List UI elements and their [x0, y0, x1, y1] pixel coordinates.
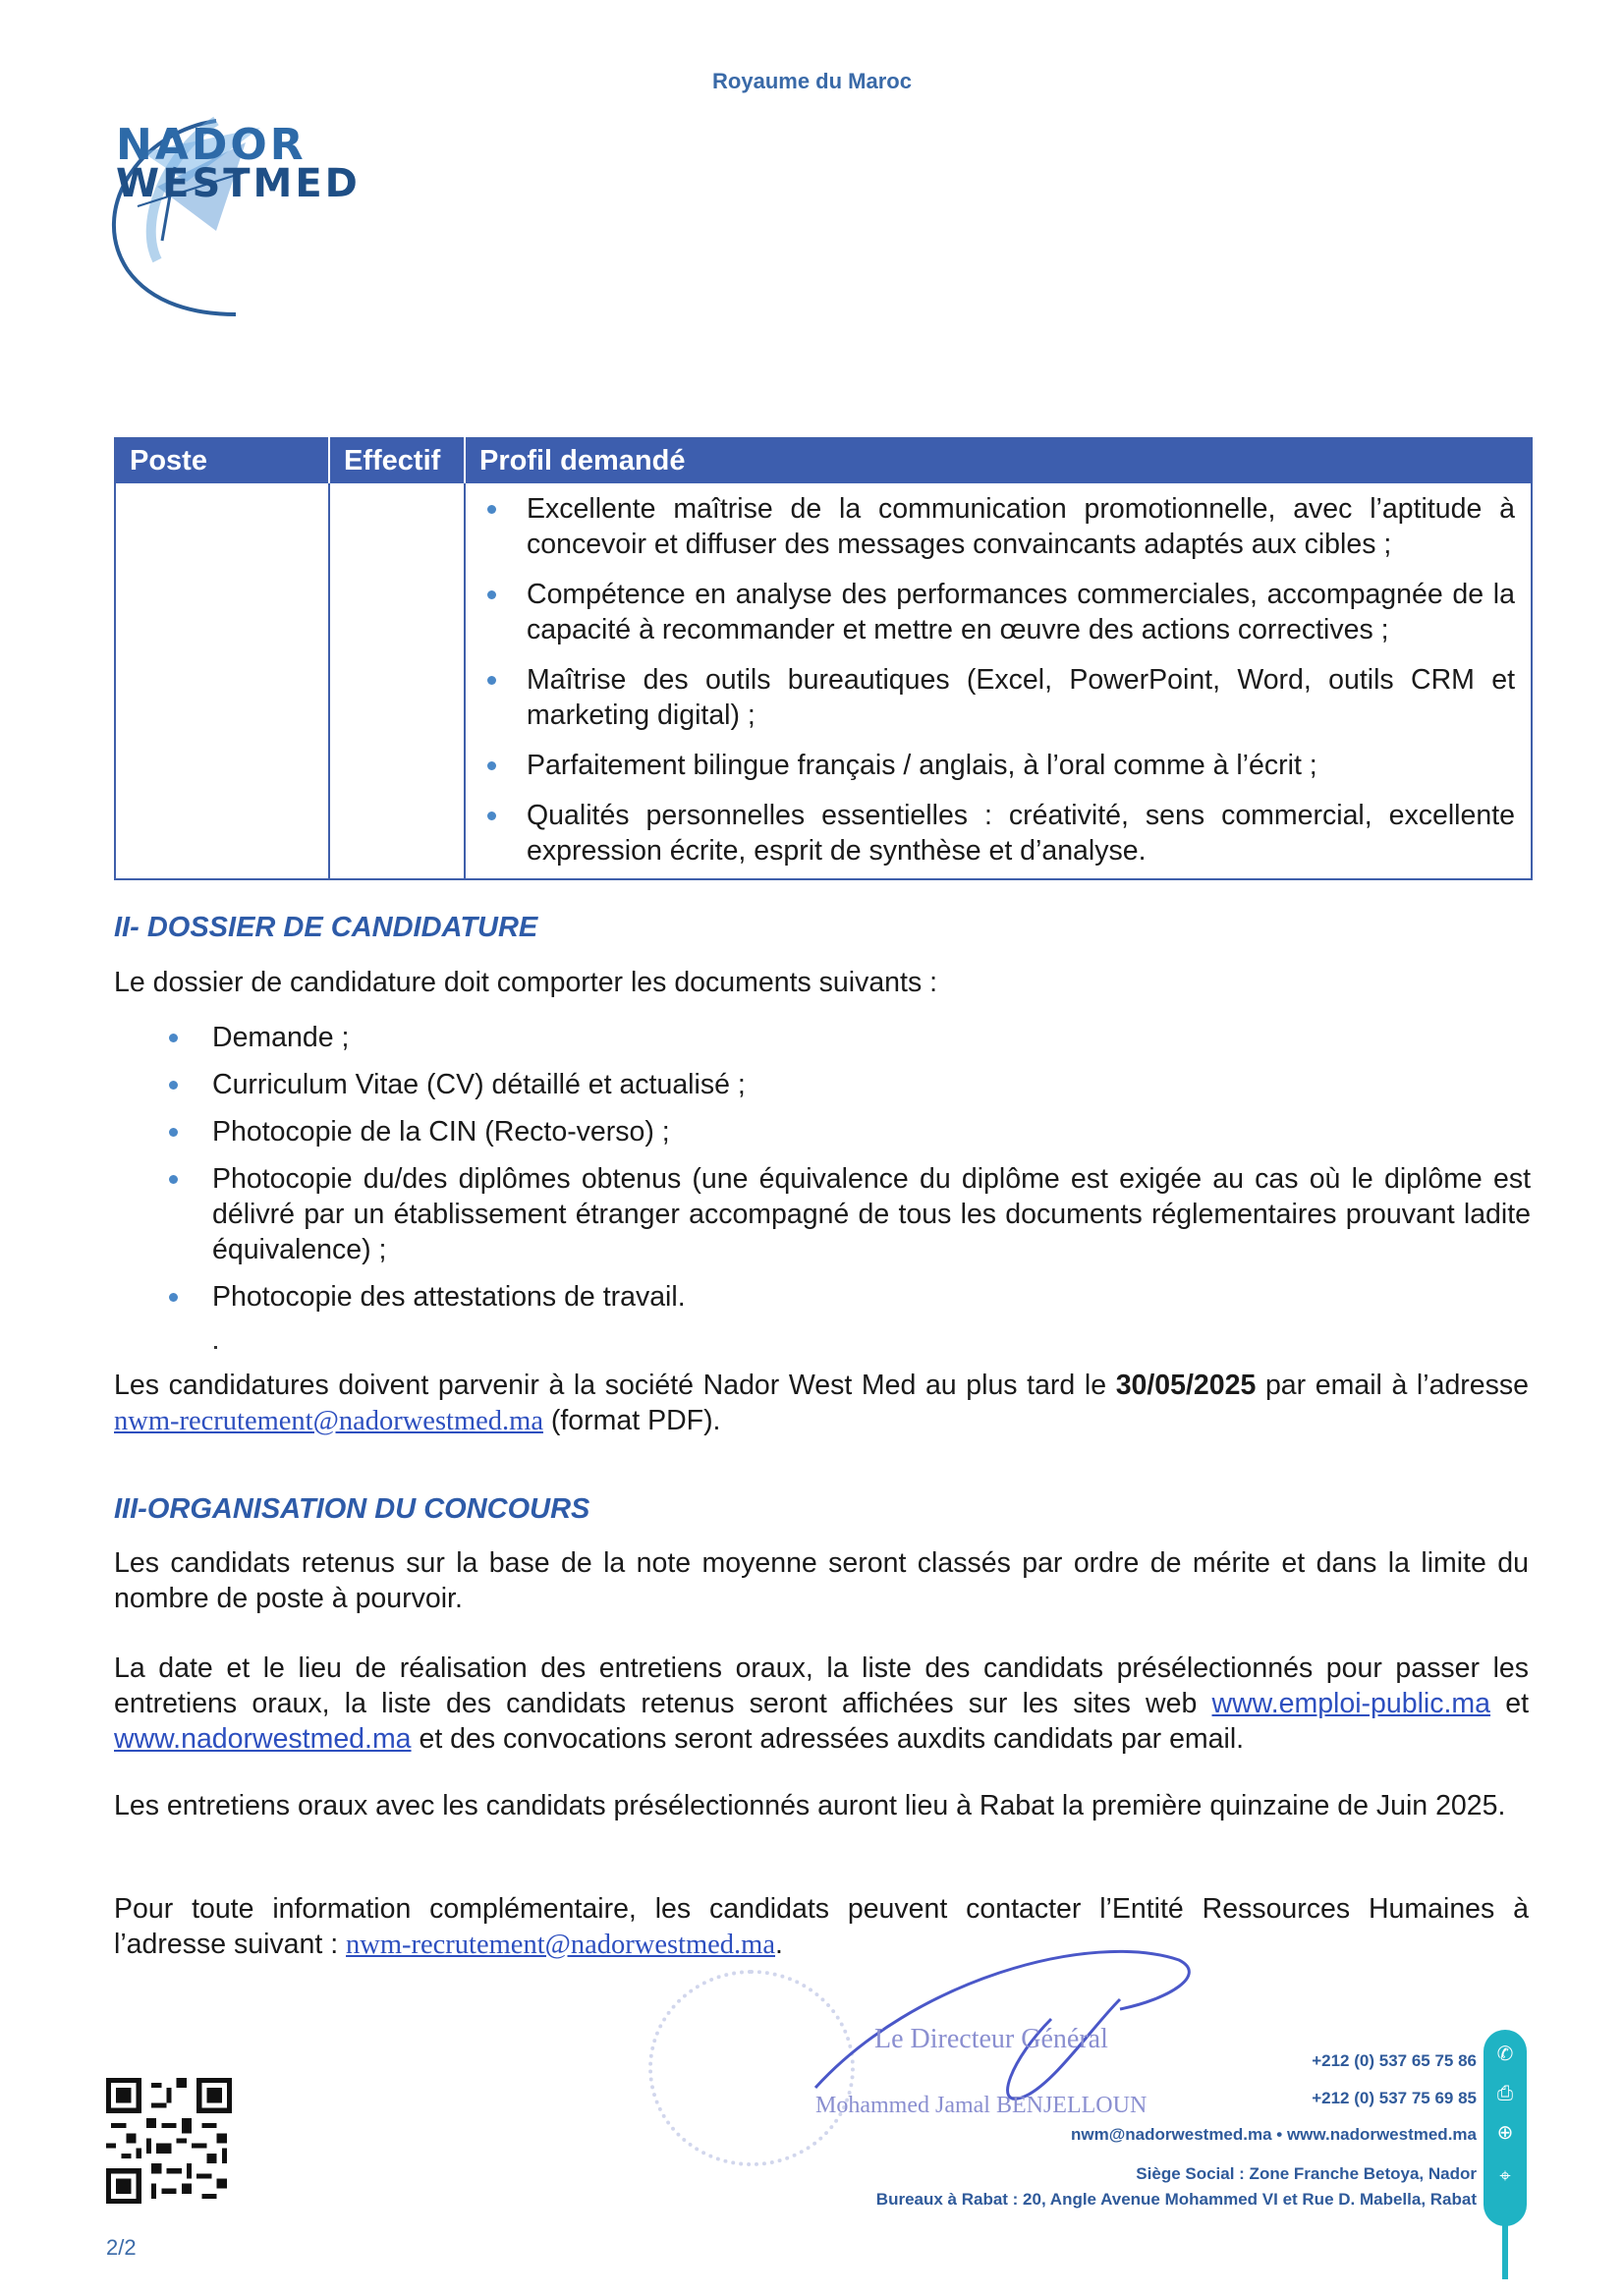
contact-bar-tail: [1502, 2211, 1508, 2279]
logo-text-nador: NADOR: [116, 120, 307, 170]
page-number: 2/2: [106, 2235, 137, 2260]
signer-name: Mohammed Jamal BENJELLOUN: [815, 2093, 1148, 2118]
dossier-intro: Le dossier de candidature doit comporter les documents suivants :: [114, 967, 938, 998]
deadline-paragraph: [114, 1368, 1529, 1439]
email-link[interactable]: nwm-recrutement@nadorwestmed.ma: [346, 1930, 775, 1960]
cell-profil: [465, 483, 1532, 879]
concours-paragraph-2: [114, 1651, 1529, 1757]
email-link[interactable]: nwm-recrutement@nadorwestmed.ma: [114, 1406, 543, 1436]
paragraph-text: .: [775, 1929, 783, 1960]
deadline-date: 30/05/2025: [1115, 1370, 1257, 1401]
contact-email-web: nwm@nadorwestmed.ma • www.nadorwestmed.ma: [1071, 2125, 1477, 2144]
logo-text-westmed: WESTMED: [116, 161, 361, 206]
documents-list: [165, 1020, 1531, 1326]
cell-effectif: [329, 483, 465, 879]
list-item: Qualités personnelles essentielles : créativité, sens commercial, excellente expression écrite, esprit de synthèse et d’analyse.: [485, 798, 1515, 868]
nadorwestmed-link[interactable]: www.nadorwestmed.ma: [114, 1723, 412, 1755]
phone-icon: ✆: [1496, 2044, 1514, 2065]
list-item: Parfaitement bilingue français / anglais, à l’oral comme à l’écrit ;: [485, 748, 1515, 783]
signer-title: Le Directeur Général: [874, 2024, 1108, 2054]
requirements-list: [466, 483, 1531, 878]
list-item: Compétence en analyse des performances commerciales, accompagnée de la capacité à recommander et mettre en œuvre des actions correctives ;: [485, 577, 1515, 647]
deadline-text: par email à l’adresse: [1256, 1370, 1529, 1401]
concours-paragraph-3: Les entretiens oraux avec les candidats présélectionnés auront lieu à Rabat la première quinzaine de Juin 2025.: [114, 1790, 1506, 1821]
profile-table: [114, 437, 1533, 880]
list-item: Maîtrise des outils bureautiques (Excel, PowerPoint, Word, outils CRM et marketing digital) ;: [485, 662, 1515, 733]
globe-icon: ⊕: [1496, 2122, 1514, 2144]
emploi-public-link[interactable]: www.emploi-public.ma: [1211, 1688, 1491, 1719]
contact-siege: Siège Social : Zone Franche Betoya, Nador: [1136, 2164, 1477, 2183]
paragraph-text: Pour toute information complémentaire, les candidats peuvent contacter l’Entité Ressources Humaines à l’adresse suivant :: [114, 1893, 1529, 1960]
contact-fax: +212 (0) 537 75 69 85: [1312, 2089, 1477, 2107]
paragraph-text: et: [1490, 1688, 1529, 1719]
section-title-concours: III-ORGANISATION DU CONCOURS: [114, 1493, 590, 1525]
contact-bureaux: Bureaux à Rabat : 20, Angle Avenue Mohammed VI et Rue D. Mabella, Rabat: [875, 2190, 1477, 2209]
list-item: Photocopie des attestations de travail.: [165, 1279, 1531, 1315]
list-item: Photocopie du/des diplômes obtenus (une équivalence du diplôme est exigée au cas où le diplôme est délivré par un établissement étranger accompagné de tous les documents réglementaires prouvant ladite équivalence) ;: [165, 1161, 1531, 1267]
list-item: Photocopie de la CIN (Recto-verso) ;: [165, 1114, 1531, 1149]
header-poste: Poste: [115, 438, 329, 483]
qr-code-icon: [106, 2078, 232, 2204]
fax-icon: ⎙: [1497, 2083, 1513, 2104]
deadline-text: (format PDF).: [542, 1405, 721, 1436]
header-profil: Profil demandé: [465, 438, 1532, 483]
paragraph-text: La date et le lieu de réalisation des entretiens oraux, la liste des candidats présélectionnés pour passer les entretiens oraux, la liste des candidats retenus seront affichées sur les sites web: [114, 1652, 1529, 1719]
kingdom-header: Royaume du Maroc: [712, 69, 912, 93]
concours-paragraph-1: Les candidats retenus sur la base de la note moyenne seront classés par ordre de mérite et dans la limite du nombre de poste à pourvoir.: [114, 1547, 1529, 1614]
list-item: Curriculum Vitae (CV) détaillé et actualisé ;: [165, 1067, 1531, 1102]
location-icon: ⌖: [1499, 2165, 1511, 2187]
header-effectif: Effectif: [329, 438, 465, 483]
table-row: [115, 483, 1532, 879]
list-item: Excellente maîtrise de la communication promotionnelle, avec l’aptitude à concevoir et diffuser des messages convaincants adaptés aux cibles ;: [485, 491, 1515, 562]
list-item: Demande ;: [165, 1020, 1531, 1055]
stray-dot: [214, 1346, 217, 1349]
cell-poste: [115, 483, 329, 879]
contact-phone: +212 (0) 537 65 75 86: [1312, 2051, 1477, 2070]
deadline-text: Les candidatures doivent parvenir à la société Nador West Med au plus tard le: [114, 1370, 1116, 1401]
paragraph-text: et des convocations seront adressées auxdits candidats par email.: [411, 1723, 1245, 1755]
section-title-dossier: II- DOSSIER DE CANDIDATURE: [114, 912, 538, 943]
table-header-row: [115, 438, 1532, 483]
